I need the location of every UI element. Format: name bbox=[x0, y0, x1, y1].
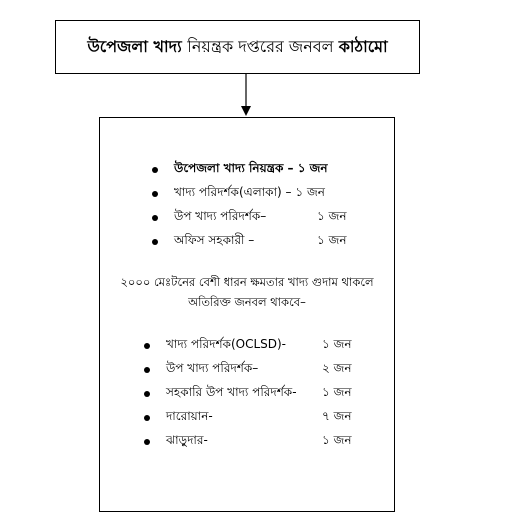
staff-item bbox=[152, 184, 325, 204]
extra-staff-item bbox=[144, 408, 359, 428]
arrow-head bbox=[241, 106, 251, 116]
extra-staff-count: ১ জন bbox=[322, 433, 352, 447]
extra-staff-label: খাদ্য পরিদর্শক(OCLSD)- bbox=[166, 337, 286, 351]
extra-staff-item bbox=[144, 336, 359, 356]
bullet-icon bbox=[152, 215, 158, 221]
extra-staff-count: ৭ জন bbox=[322, 409, 352, 423]
bullet-icon bbox=[144, 391, 150, 397]
note-line-1: ২০০০ মেঃটনের বেশী ধারন ক্ষমতার খাদ্য গুদাম থাকলে bbox=[120, 275, 374, 289]
extra-staff-count: ১ জন bbox=[322, 385, 352, 399]
bullet-icon bbox=[144, 343, 150, 349]
staff-label: অফিস সহকারী – bbox=[174, 233, 255, 247]
extra-staff-item bbox=[144, 360, 359, 380]
warehouse-note bbox=[100, 272, 394, 312]
extra-staff-count: ২ জন bbox=[322, 361, 352, 375]
staff-box bbox=[99, 117, 395, 512]
staff-item bbox=[152, 208, 362, 228]
staff-count: ১ জন bbox=[317, 233, 347, 247]
staff-label: উপ খাদ্য পরিদর্শক– bbox=[174, 209, 267, 223]
extra-staff-count: ১ জন bbox=[322, 337, 352, 351]
bullet-icon bbox=[144, 415, 150, 421]
title-part-2: নিয়ন্ত্রক দপ্তরের জনবল bbox=[187, 36, 339, 56]
bullet-icon bbox=[144, 439, 150, 445]
extra-staff-label: উপ খাদ্য পরিদর্শক– bbox=[166, 361, 259, 375]
bullet-icon bbox=[144, 367, 150, 373]
title-part-1: উপেজলা খাদ্য bbox=[87, 36, 188, 56]
staff-label: খাদ্য পরিদর্শক(এলাকা) – ১ জন bbox=[174, 185, 325, 199]
staff-count: ১ জন bbox=[317, 209, 347, 223]
bullet-icon bbox=[152, 167, 158, 173]
extra-staff-label: ঝাড়ুদার- bbox=[166, 433, 208, 447]
title-part-3: কাঠামো bbox=[338, 36, 388, 56]
staff-item bbox=[152, 160, 328, 180]
bullet-icon bbox=[152, 239, 158, 245]
bullet-icon bbox=[152, 191, 158, 197]
extra-staff-item bbox=[144, 432, 359, 452]
staff-label: উপেজলা খাদ্য নিয়ন্ত্রক – ১ জন bbox=[174, 161, 328, 175]
staff-item bbox=[152, 232, 362, 252]
extra-staff-item bbox=[144, 384, 359, 404]
note-line-2: অতিরিক্ত জনবল থাকবে– bbox=[188, 295, 306, 309]
staff-list bbox=[100, 118, 394, 511]
extra-staff-label: দারোয়ান- bbox=[166, 409, 213, 423]
extra-staff-label: সহকারি উপ খাদ্য পরিদর্শক- bbox=[166, 385, 297, 399]
